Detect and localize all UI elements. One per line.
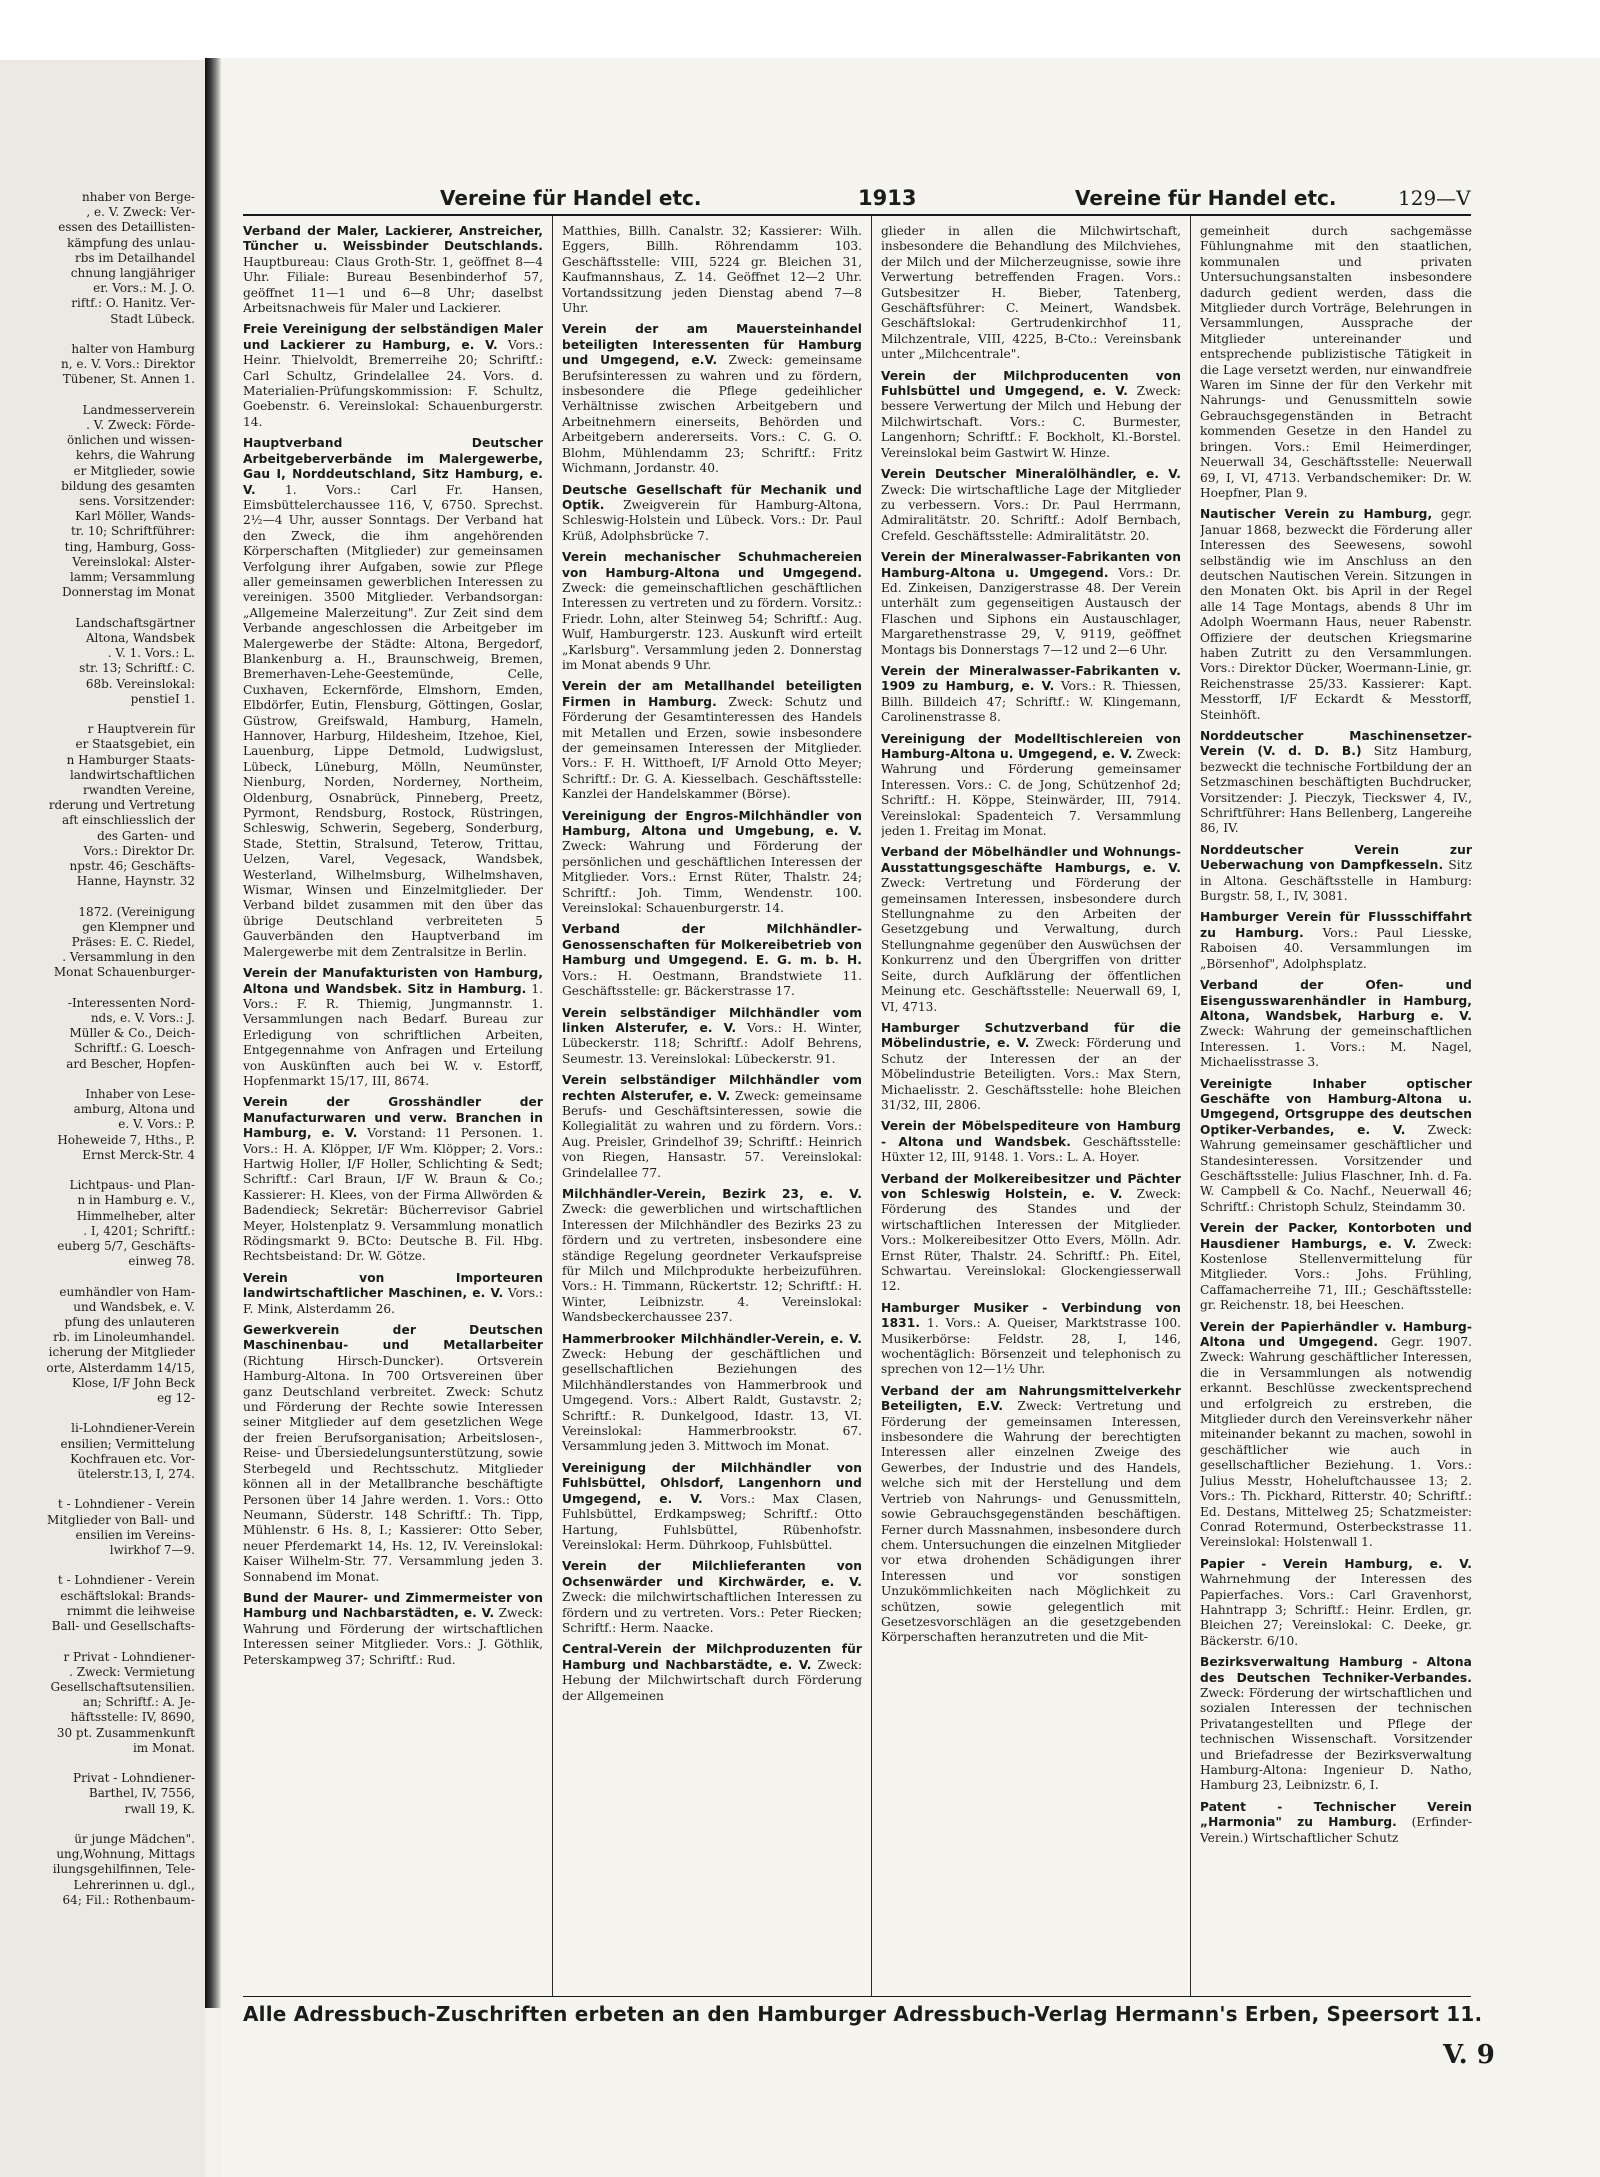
association-details: Zweck: die gemeinschaftlichen geschäftlichen Interessen zu vertreten und zu fördern. Vorsitz.: Friedr. Lohn, alter Steinweg 54; Schriftf.: Aug. Wulf, Hamburgerstr. 123. Auskunft wird erteilt „Karlsburg". Versammlung jeden 2. Donnerstag im Monat abends 9 Uhr. xyxy=(562,580,862,672)
fragment-line xyxy=(0,1163,195,1178)
association-entry xyxy=(1200,1320,1472,1551)
fragment-line: . Zweck: Vermietung xyxy=(69,1664,195,1679)
fragment-line: eschäftslokal: Brands- xyxy=(60,1588,195,1603)
association-name: Verein der am Metallhandel beteiligten Firmen in Hamburg. xyxy=(562,679,862,709)
association-entry xyxy=(562,809,862,917)
association-details: Zweigverein für Hamburg-Altona, Schleswig-Holstein und Lübeck. Vors.: Dr. Paul Krüß, Adolphsbrücke 7. xyxy=(562,497,862,543)
fragment-line: Müller & Co., Deich- xyxy=(69,1026,195,1041)
association-entry xyxy=(562,679,862,802)
publisher-notice: Alle Adressbuch-Zuschriften erbeten an den Hamburger Adressbuch-Verlag Hermann's Erben, Speersort 11. xyxy=(243,2002,1483,2026)
fragment-line: Himmelheber, alter xyxy=(76,1208,195,1223)
association-name: Verein der Grosshändler der Manufacturwaren und verw. Branchen in Hamburg, e. V. xyxy=(243,1095,543,1141)
fragment-line: . I, 4201; Schriftf.: xyxy=(83,1223,195,1238)
association-details: Vors.: F. Mink, Alsterdamm 26. xyxy=(243,1286,543,1316)
association-details: Zweck: die gewerblichen und wirtschaftlichen Interessen der Milchhändler des Bezirks 23 zu fördern und zu vertreten, insbesondere eine ständige Regelung geordneter Verkaufspreise für Milch und Milchprodukte herbeizuführen. Vors.: H. Timmann, Rückertstr. 12; Schriftf.: H. Winter, Leibnizstr. 4. Vereinslokal: Wandsbeckerchaussee 237. xyxy=(562,1202,862,1325)
fragment-line: halter von Hamburg xyxy=(71,342,195,357)
association-details: Vors.: Heinr. Thielvoldt, Bremerreihe 20; Schriftf.: Carl Schultz, Grindelallee 24. Vors. d. Materialien-Prüfungskommission: F. Schultz, Goebenstr. 6. Vereinslokal: Schauenburgerstr. 14. xyxy=(243,337,543,429)
association-name: Papier - Verein Hamburg, e. V. xyxy=(1200,1556,1472,1571)
fragment-line: im Monat. xyxy=(132,1740,195,1755)
association-details: 1. Vors.: A. Queiser, Marktstrasse 100. Musikerbörse: Feldstr. 28, I, 146, wochentäglich: Börsenzeit und telephonisch zu sprechen von 12—1½ Uhr. xyxy=(881,1316,1181,1377)
association-details: Sitz Hamburg, bezweckt die technische Fortbildung der an Setzmaschinen beschäftigten Buchdrucker, Vorsitzender: J. Pieczyk, Tieckswег 4, IV., Schriftführer: Hans Bellenberg, Langereihe 86, IV. xyxy=(1200,744,1472,836)
association-entry xyxy=(562,1461,862,1553)
association-details: 1. Vors.: Carl Fr. Hansen, Eimsbüttelerchaussee 116, V, 6750. Sprechst. 2½—4 Uhr, ausser Sonntags. Der Verband hat den Zweck, die ihm angehörenden Körperschaften (Mitglieder) zur gemeinsamen Verfolgung ihrer Aufgaben, sowie zur Pflege aller gemeinsamen gewerblichen Interessen zu vereinigen. 3500 Mitglieder. Verbandsorgan: „Allgemeine Malerzeitung". Zur Zeit sind dem Verbande angeschlossen die Arbeitgeber im Malergewerbe der Städte: Altona, Bergedorf, Blankenburg a. H., Braunschweig, Bremen, Bremerhaven-Lehe-Geestemünde, Celle, Cuxhaven, Eckernförde, Elmshorn, Emden, Elbdörfer, Eutin, Flensburg, Göttingen, Goslar, Güstrow, Greifswald, Hamburg, Hameln, Hannover, Harburg, Hildesheim, Itzehoe, Kiel, Lauenburg, Lippe Detmold, Ludwigslust, Lübeck, Lüneburg, Mölln, Neumünster, Nienburg, Norden, Norderney, Northeim, Oldenburg, Osnabrück, Pinneberg, Preetz, Pyrmont, Rendsburg, Rostock, Rüstringen, Schleswig, Schwerin, Segeberg, Sonderburg, Stade, Stettin, Stralsund, Teterow, Trittau, Uelzen, Varel, Vegesack, Wandsbek, Westerland, Wilhelmsburg, Wilhelmshaven, Wismar, Winsen und Einzelmitglieder. Der Verband bildet zusammen mit den über das übrige Deutschland verbreiteten 5 Gauverbänden den Hauptverband im Malergewerbe mit dem Zentralsitze in Berlin. xyxy=(243,482,543,959)
association-entry xyxy=(562,483,862,545)
fragment-line xyxy=(0,1269,195,1284)
association-entry xyxy=(881,1384,1181,1646)
fragment-line: 64; Fil.: Rothenbaum- xyxy=(62,1892,195,1907)
association-name: Norddeutscher Verein zur Ueberwachung von Dampfkesseln. xyxy=(1200,842,1472,873)
association-entry xyxy=(881,1301,1181,1378)
association-name: Deutsche Gesellschaft für Mechanik und Optik. xyxy=(562,482,862,512)
year: 1913 xyxy=(858,186,917,210)
fragment-line: Ball- und Gesellschafts- xyxy=(51,1619,195,1634)
fragment-line xyxy=(0,889,195,904)
association-entry xyxy=(562,1559,862,1636)
fragment-line: 30 pt. Zusammenkunft xyxy=(56,1725,195,1740)
fragment-line: ilungsgehilfinnen, Tele- xyxy=(52,1862,195,1877)
fragment-line: euberg 5/7, Geschäfts- xyxy=(57,1239,195,1254)
association-name: Verein der am Mauersteinhandel beteiligten Interessenten für Hamburg und Umgegend, e.V. xyxy=(562,322,862,368)
association-details: Vors.: R. Thiessen, Billh. Billdeich 47; Schriftf.: W. Klingemann, Carolinenstrasse 8. xyxy=(881,679,1181,725)
association-entry xyxy=(1200,1800,1472,1846)
association-entry xyxy=(881,550,1181,658)
association-name: Verein von Importeuren landwirtschaftlicher Maschinen, e. V. xyxy=(243,1270,543,1301)
association-name: Verein der Papierhändler v. Hamburg-Altona und Umgegend. xyxy=(1200,1319,1472,1350)
fragment-line: Klose, I/F John Beck xyxy=(71,1375,195,1390)
association-entry xyxy=(1200,224,1472,501)
association-details: Zweck: bessere Verwertung der Milch und Hebung der Milchwirtschaft. Vors.: C. Burmester, Langenhorn; Schriftf.: F. Bockholt, Kl.-Borstel. Vereinslokal beim Gastwirt W. Hinze. xyxy=(881,384,1181,460)
association-entry xyxy=(562,224,862,316)
association-details: Zweck: Vertretung und Förderung der gemeinsamen Interessen, insbesondere durch Stellungnahme zu den Arbeiten der Gesetzgebung und Verwaltung, durch Stellungnahme gegenüber den Auswüchsen der Konkurrenz und den Übergriffen von dritter Seite, durch Aufklärung der öffentlichen Meinung etc. Geschäftsstelle: Neuerwall 69, I, VI, 4713. xyxy=(881,876,1181,1014)
association-name: Verein selbständiger Milchhändler vom linken Alsterufer, e. V. xyxy=(562,1005,862,1035)
fragment-line: Lichtpaus- und Plan- xyxy=(69,1178,195,1193)
association-entry xyxy=(1200,843,1472,905)
fragment-line: pfung des unlauteren xyxy=(64,1315,195,1330)
fragment-line: er Staatsgebiet, ein xyxy=(75,737,195,752)
previous-page-column xyxy=(0,190,195,1990)
fragment-line: rwandten Vereine, xyxy=(82,782,195,797)
fragment-line xyxy=(0,1072,195,1087)
association-entry xyxy=(881,467,1181,544)
association-name: Vereinigung der Modelltischlereien von Hamburg-Altona u. Umgegend, e. V. xyxy=(881,731,1181,761)
association-details: Zweck: gemeinsame Berufsinteressen zu wahren und zu fördern, insbesondere die Pflege gedeihlicher Verhältnisse zwischen Arbeitgebern und Arbeitnehmern einerseits, Behörden und Arbeitgebern andererseits. Vors.: C. G. O. Blohm, Mühlendamm 23; Schriftf.: Fritz Wichmann, Jordanstr. 40. xyxy=(562,353,862,476)
association-entry xyxy=(1200,507,1472,723)
association-name: Vereinigung der Milchhändler von Fuhlsbüttel, Ohlsdorf, Langenhorn und Umgegend, e. V. xyxy=(562,1460,862,1506)
column-divider xyxy=(552,216,553,1996)
fragment-line: t - Lohndiener - Verein xyxy=(57,1497,195,1512)
fragment-line: chnung langjähriger xyxy=(70,266,195,281)
association-name: Verein Deutscher Mineralölhändler, e. V. xyxy=(881,467,1181,482)
fragment-line: rwall 19, K. xyxy=(124,1801,195,1816)
scan-border xyxy=(0,0,1600,60)
fragment-line: r Hauptverein für xyxy=(87,722,195,737)
fragment-line xyxy=(0,981,195,996)
column-4 xyxy=(1200,224,1472,1994)
fragment-line: bildung des gesamten xyxy=(61,478,195,493)
running-head-right: Vereine für Handel etc. xyxy=(1075,186,1337,210)
association-entry xyxy=(243,1323,543,1585)
fragment-line: einweg 78. xyxy=(128,1254,195,1269)
fragment-line: ensilien; Vermittelung xyxy=(60,1436,195,1451)
fragment-line: önlichen und wissen- xyxy=(67,433,195,448)
association-name: Central-Verein der Milchproduzenten für Hamburg und Nachbarstädte, e. V. xyxy=(562,1642,862,1672)
fragment-line xyxy=(0,600,195,615)
fragment-line xyxy=(0,707,195,722)
association-details: Zweck: Hebung der geschäftlichen und gesellschaftlichen Beziehungen des Milchhändlerstandes von Hammerbrook und Umgegend. Vors.: Albert Raldt, Gustavstr. 2; Schriftf.: R. Dunkelgood, Idastr. 13, VI. Vereinslokal: Hammerbrookstr. 67. Versammlung jeden 3. Mittwoch im Monat. xyxy=(562,1347,862,1454)
fragment-line: Vereinslokal: Alster- xyxy=(72,554,195,569)
fragment-line: Karl Möller, Wands- xyxy=(75,509,195,524)
book-binding xyxy=(205,58,221,2008)
fragment-line: lamm; Versammlung xyxy=(69,570,195,585)
fragment-line: Tübener, St. Annen 1. xyxy=(62,372,195,387)
association-entry xyxy=(1200,1557,1472,1649)
fragment-line: Barthel, IV, 7556, xyxy=(88,1786,195,1801)
fragment-line: Hoheweide 7, Hths., P. xyxy=(57,1132,195,1147)
association-entry xyxy=(243,1095,543,1264)
association-entry xyxy=(562,550,862,673)
fragment-line: eg 12- xyxy=(157,1391,195,1406)
association-details: gegr. Januar 1868, bezweckt die Förderung aller Interessen des Seewesens, sowohl selbständig wie im Anschluss an den deutschen Nautischen Verein. Sitzungen in den Monaten Okt. bis April in der Regel alle 14 Tage Montags, abends 8 Uhr im Adolph Woermann Haus, neuer Rabenstr. Offiziere der deutschen Kriegsmarine haben Zutritt zu den Versammlungen. Vors.: Direktor Dücker, Woermann-Linie, gr. Reichenstrasse 25/33. Kassierer: Kapt. Messtorff, I/F Eckardt & Messtorff, Steinhöft. xyxy=(1200,507,1472,722)
association-details: Matthies, Billh. Canalstr. 32; Kassierer: Wilh. Eggers, Billh. Röhrendamm 103. Geschäftsstelle: VIII, 5224 gr. Bleichen 31, Kaufmannshaus, Z. 14. Geöffnet 12—2 Uhr. Vortandssitzung jeden Dienstag abend 7—8 Uhr. xyxy=(562,224,862,316)
association-details: Zweck: Die wirtschaftliche Lage der Mitglieder zu verbessern. Vors.: Dr. Paul Herrmann, Admiralitätstr. 20. Schriftf.: Adolf Bernbach, Crefeld. Geschäftsstelle: Admiralitätstr. 20. xyxy=(881,482,1181,543)
association-details: Vors.: Paul Liesske, Raboisen 40. Versammlungen im „Börsenhof", Adolphsplatz. xyxy=(1200,925,1472,971)
association-name: Patent - Technischer Verein „Harmonia" zu Hamburg. xyxy=(1200,1799,1472,1830)
fragment-line: Donnerstag im Monat xyxy=(61,585,195,600)
fragment-line: lwirkhof 7—9. xyxy=(109,1543,195,1558)
fragment-line: an; Schriftf.: A. Je- xyxy=(82,1695,195,1710)
association-name: Verband der am Nahrungsmittelverkehr Beteiligten, E.V. xyxy=(881,1383,1181,1414)
association-entry xyxy=(562,1006,862,1068)
fragment-line: Mitglieder von Ball- und xyxy=(47,1512,195,1527)
association-details: Vorstand: 11 Personen. 1. Vors.: H. A. Klöpper, I/F Wm. Klöpper; 2. Vors.: Hartwig Holler, I/F Holler, Schlichting & Sedt; Schriftf.: Carl Braun, I/F W. Braun & Co.; Kassierer: H. Klees, von der Firma Allwörden & Badendieck; Sekretär: Bücherrevisor Gabriel Meyer, Holstenplatz 9. Versammlung monatlich Rödingsmarkt 9. BCto: Deutsche B. Fil. Hbg. Rechtsbeistand: Dr. W. Götze. xyxy=(243,1126,543,1264)
fragment-line: ütelerstr.13, I, 274. xyxy=(77,1467,195,1482)
association-name: Verein der Packer, Kontorboten und Hausdiener Hamburgs, e. V. xyxy=(1200,1221,1472,1251)
association-name: Gewerkverein der Deutschen Maschinenbau- und Metallarbeiter xyxy=(243,1323,543,1353)
association-name: Verband der Maler, Lackierer, Anstreicher, Tüncher u. Weissbinder Deutschlands. xyxy=(243,224,543,254)
fragment-line: ür junge Mädchen". xyxy=(74,1831,195,1846)
fragment-line: nhaber von Berge- xyxy=(82,190,195,204)
fragment-line: riftf.: O. Hanitz. Ver- xyxy=(71,296,195,311)
fragment-line: Altona, Wandsbek xyxy=(85,630,195,645)
association-name: Verein der Mineralwasser-Fabrikanten von Hamburg-Altona u. Umgegend. xyxy=(881,550,1181,580)
association-details: Zweck: Wahrung gemeinsamer geschäftlicher und Standesinteressen. Vorsitzender und Geschäftsstelle: Julius Flaschner, Inh. d. Fa. W. Campbell & Co. Nachf., Neuerwall 46; Schriftf.: Christoph Schulz, Steindamm 30. xyxy=(1200,1122,1472,1214)
fragment-line: landwirtschaftlichen xyxy=(69,767,195,782)
association-entry xyxy=(881,845,1181,1014)
fragment-line: kehrs, die Wahrung xyxy=(75,448,195,463)
association-name: Vereinigung der Engros-Milchhändler von Hamburg, Altona und Umgebung, e. V. xyxy=(562,808,862,839)
association-name: Hammerbrooker Milchhändler-Verein, e. V. xyxy=(562,1331,862,1346)
fragment-line: des Garten- und xyxy=(97,828,195,843)
association-entry xyxy=(1200,910,1472,972)
footer-rule xyxy=(243,1996,1471,1997)
fragment-line: gen Klempner und xyxy=(82,919,195,934)
fragment-line: er Mitglieder, sowie xyxy=(73,463,195,478)
column-2 xyxy=(562,224,862,1994)
running-head-left: Vereine für Handel etc. xyxy=(440,186,702,210)
fragment-line: icherung der Mitglieder xyxy=(48,1345,195,1360)
association-details: gemeinheit durch sachgemässe Fühlungnahme mit den staatlichen, kommunalen und privaten Untersuchungsanstalten insbesondere dadurch gedient werden, dass die Mitglieder durch Vorträge, Belehrungen in Versammlungen, Aussprache der Mitglieder untereinander und entsprechende publizistische Tätigkeit in die Lage versetzt werden, nur einwandfreie Waren im Sinne der für den Verkehr mit Nahrungs- und Genussmitteln sowie Gebrauchsgegenständen in Betracht kommenden Gesetze in den Handel zu bringen. Vors.: Emil Heimerdinger, Neuerwall 34, Geschäftsstelle: Neuerwall 69, I, VI, 4713. Verbandschemiker: Dr. W. Hoepfner, Plan 9. xyxy=(1200,224,1472,500)
fragment-line: kämpfung des unlau- xyxy=(67,235,195,250)
fragment-line: Schriftf.: G. Loesch- xyxy=(74,1041,195,1056)
association-name: Norddeutscher Maschinensetzer-Verein (V. d. D. B.) xyxy=(1200,729,1472,759)
association-details: Zweck: Wahrung der gemeinschaftlichen Interessen. 1. Vors.: M. Nagel, Michaelisstrasse 3. xyxy=(1200,1024,1472,1070)
fragment-line xyxy=(0,327,195,342)
fragment-line: , e. V. Zweck: Ver- xyxy=(86,205,195,220)
fragment-line: rb. im Linoleumhandel. xyxy=(53,1330,195,1345)
fragment-line: Hanne, Haynstr. 32 xyxy=(76,874,195,889)
fragment-line: ung,Wohnung, Mittags xyxy=(56,1847,195,1862)
association-details: Wahrnehmung der Interessen des Papierfaches. Vors.: Carl Gravenhorst, Hahntrapp 3; Schriftf.: Heinr. Erdlen, gr. Bleichen 27; Vereinslokal: C. Deeke, gr. Bäckerstr. 6/10. xyxy=(1200,1572,1472,1648)
signature-mark: V. 9 xyxy=(1443,2040,1495,2070)
association-details: glieder in allen die Milchwirtschaft, insbesondere die Behandlung des Milchviehes, der Milch und der Milcherzeugnisse, sowie ihre Verwertung betreffenden Fragen. Vors.: Gutsbesitzer H. Bieber, Tatenberg, Geschäftsführer: C. Meinert, Wandsbek. Geschäftslokal: Gertrudenkirchhof 11, Milchzentrale, VIII, 4225, B-Cto.: Vereinsbank unter „Milchcentrale". xyxy=(881,224,1181,362)
association-details: Zweck: Wahrung und Förderung gemeinsamer Interessen. Vors.: C. de Jong, Schützenhof 2d; Schriftf.: H. Köppe, Steinwärder, III, 7914. Vereinslokal: Spadenteich 7. Versammlung jeden 1. Freitag im Monat. xyxy=(881,747,1181,839)
fragment-line: r Privat - Lohndiener- xyxy=(63,1649,195,1664)
association-details: (Richtung Hirsch-Duncker). Ortsverein Hamburg-Altona. In 700 Ortsvereinen über ganz Deutschland verbreitet. Zweck: Schutz und Förderung der Rechte sowie Interessen seiner Mitglieder auf dem gesetzlichen Wege der freien Berufsorganisation; Arbeitslosen-, Reise- und Übersiedelungsunterstützung, sowie Sterbegeld und Rechtsschutz. Mitglieder können all in der Metallbranche beschäftigte Personen über 14 Jahre werden. 1. Vors.: Otto Neumann, Süderstr. 148 Schriftf.: Th. Tipp, Mühlenstr. 6 Hs. 8, I.; Kassierer: Otto Seber, neuer Pferdemarkt 14, Hs. 12, IV. Vereinslokal: Kaiser Wilhelm-Str. 77. Versammlung jeden 3. Sonnabend im Monat. xyxy=(243,1353,543,1584)
association-details: Vors.: Dr. Ed. Zinkeisen, Danzigerstrasse 48. Der Verein unterhält zum gegenseitigen Austausch der Flaschen und Siphons ein Austauschlager, Margarethenstrasse 29, V, 9119, geöffnet Montags bis Donnerstags 7—12 und 2—6 Uhr. xyxy=(881,565,1181,657)
fragment-line xyxy=(0,1817,195,1832)
fragment-line: sens. Vorsitzender: xyxy=(79,494,195,509)
association-name: Verband der Molkereibesitzer und Pächter von Schleswig Holstein, e. V. xyxy=(881,1171,1181,1201)
association-entry xyxy=(562,322,862,476)
association-name: Verein der Milchlieferanten von Ochsenwärder und Kirchwärder, e. V. xyxy=(562,1559,862,1589)
association-name: Verein der Manufakturisten von Hamburg, Altona und Wandsbek. Sitz in Hamburg. xyxy=(243,966,543,996)
association-entry xyxy=(243,1591,543,1668)
association-details: Zweck: Hebung der Milchwirtschaft durch Förderung der Allgemeinen xyxy=(562,1657,862,1703)
association-details: Gegr. 1907. Zweck: Wahrung geschäftlicher Interessen, die in Versammlungen als notwendig erkannt. Beschlüsse zweckentsprechend und erfolgreich zu erstreben, die Mitglieder durch den Vereinsverkehr näher miteinander bekannt zu machen, sowohl in geschäftlicher wie auch in gesellschaftlicher Beziehung. 1. Vors.: Julius Messtr, Hoheluftchaussee 13; 2. Vors.: Th. Pickhard, Ritterstr. 40; Schriftf.: Ed. Destans, Mittelweg 25; Schatzmeister: Conrad Rotermund, Osterbeckstrasse 11. Vereinslokal: Holstenwall 1. xyxy=(1200,1335,1472,1550)
fragment-line: -Interessenten Nord- xyxy=(67,995,195,1010)
association-name: Verband der Möbelhändler und Wohnungs-Ausstattungsgeschäfte Hamburgs, e. V. xyxy=(881,845,1181,875)
fragment-line: Kochfrauen etc. Vor- xyxy=(70,1451,195,1466)
fragment-line: . Versammlung in den xyxy=(62,950,195,965)
association-details: 1. Vors.: F. R. Thiemig, Jungmannstr. 1. Versammlungen nach Bedarf. Bureau zur Erledigung von schriftlichen Arbeiten, Entgegennahme von Anfragen und Erteilung von Auskünften auch bei W. v. Estorff, Hopfenmarkt 15/17, III, 8674. xyxy=(243,981,543,1088)
fragment-line: Gesellschaftsutensilien. xyxy=(50,1679,195,1694)
association-details: Zweck: die milchwirtschaftlichen Interessen zu fördern und zu vertreten. Vors.: Peter Riecken; Schriftf.: Herm. Naacke. xyxy=(562,1590,862,1635)
fragment-line: orte, Alsterdamm 14/15, xyxy=(46,1360,195,1375)
association-details: Zweck: Förderung des Standes und der wirtschaftlichen Interessen der Mitglieder. Vors.: Molkereibesitzer Otto Evers, Mölln. Adr. Ernst Rüter, Thalstr. 24. Schriftf.: Ph. Eitel, Schwartau. Vereinslokal: Glockengiesserwall 12. xyxy=(881,1186,1181,1294)
association-entry xyxy=(1200,1655,1472,1794)
fragment-line: n Hamburger Staats- xyxy=(66,752,195,767)
association-details: Hauptbureau: Claus Groth-Str. 1, geöffnet 8—4 Uhr. Filiale: Bureau Besenbinderhof 57, geöffnet 11—1 und 6—8 Uhr; daselbst Arbeitsnachweis für Maler und Lackierer. xyxy=(243,254,543,316)
fragment-line: Privat - Lohndiener- xyxy=(73,1771,195,1786)
association-name: Nautischer Verein zu Hamburg, xyxy=(1200,507,1433,522)
column-3 xyxy=(881,224,1181,1994)
fragment-line: Monat Schauenburger- xyxy=(53,965,195,980)
association-details: Zweck: gemeinsame Berufs- und Geschäftsinteressen, sowie die Kollegialität zu wahren und zu fördern. Vors.: Aug. Preisler, Grindelhof 39; Schriftf.: Heinrich von Riegen, Hansastr. 57. Vereinslokal: Grindelallee 77. xyxy=(562,1088,862,1180)
association-details: Zweck: Wahrung und Förderung der persönlichen und geschäftlichen Interessen der Mitglieder. Vors.: Ernst Rüter, Thalstr. 24; Schriftf.: Joh. Timm, Wendenstr. 100. Vereinslokal: Schauenburgerstr. 14. xyxy=(562,839,862,916)
fragment-line: amburg, Altona und xyxy=(73,1102,195,1117)
association-details: Zweck: Vertretung und Förderung der gemeinsamen Interessen, insbesondere die Wahrung der berechtigten Interessen aller einzelnen Zweige des Gewerbes, der Industrie und des Handels, welche sich mit der Herstellung und dem Vertrieb von Nahrungs- und Genussmitteln, sowie Gebrauchsgegenständen beschäftigen. Ferner durch Massnahmen, insbesondere durch chem. Untersuchungen die einzelnen Mitglieder vor etwa drohenden Schädigungen ihrer Interessen und vor sonstigen Unzukömmlichkeiten nach Möglichkeit zu schützen, sowie gelegentlich mit Gesetzesvorschlägen an die gesetzgebenden Körperschaften heranzutreten und die Mit- xyxy=(881,1399,1181,1645)
fragment-line xyxy=(0,1634,195,1649)
association-entry xyxy=(243,224,543,316)
fragment-line xyxy=(0,1482,195,1497)
fragment-line: Landschaftsgärtner xyxy=(75,615,195,630)
fragment-line: Stadt Lübeck. xyxy=(110,311,195,326)
association-details: Zweck: Kostenlose Stellenvermittelung für Mitglieder. Vors.: Johs. Frühling, Caffamacherreihe 71, III.; Geschäftsstelle: gr. Reichenstr. 18, bei Heeschen. xyxy=(1200,1236,1472,1313)
association-name: Freie Vereinigung der selbständigen Maler und Lackierer zu Hamburg, e. V. xyxy=(243,322,543,352)
association-name: Hamburger Verein für Flussschiffahrt zu Hamburg. xyxy=(1200,910,1472,940)
fragment-line: nds, e. V. Vors.: J. xyxy=(90,1010,195,1025)
fragment-line xyxy=(0,1406,195,1421)
association-details: Zweck: Wahrung und Förderung der wirtschaftlichen Interessen seiner Mitglieder. Vors.: J. Göthlik, Peterskampweg 37; Schriftf.: Rud. xyxy=(243,1606,543,1667)
association-details: (Erfinder-Verein.) Wirtschaftlicher Schutz xyxy=(1200,1815,1472,1845)
association-entry xyxy=(881,1172,1181,1295)
association-entry xyxy=(881,369,1181,461)
association-details: Zweck: Schutz und Förderung der Gesamtinteressen des Handels mit Metallen und Erzen, sowie insbesondere der gemeinsamen Interessen der Mitglieder. Vors.: F. H. Witthoeft, I/F Arnold Otto Meyer; Schriftf.: Dr. G. A. Kiesselbach. Geschäftsstelle: Kanzlei der Handelskammer (Börse). xyxy=(562,694,862,802)
fragment-line: ard Bescher, Hopfen- xyxy=(66,1056,195,1071)
header-rule xyxy=(243,214,1471,216)
association-details: Zweck: Förderung und Schutz der Interessen der an der Möbelindustrie Beteiligten. Vors.: Max Stern, Michaelisstr. 2. Geschäftsstelle: hohe Bleichen 31/32, III, 2806. xyxy=(881,1036,1181,1112)
fragment-line xyxy=(0,1756,195,1771)
association-entry xyxy=(1200,1221,1472,1313)
association-name: Verein der Möbelspediteure von Hamburg - Altona und Wandsbek. xyxy=(881,1119,1181,1149)
association-name: Bund der Maurer- und Zimmermeister von Hamburg und Nachbarstädten, e. V. xyxy=(243,1590,543,1621)
fragment-line: Lehrerinnen u. dgl., xyxy=(73,1877,195,1892)
column-divider xyxy=(1190,216,1191,1996)
column-divider xyxy=(871,216,872,1996)
fragment-line: 68b. Vereinslokal: xyxy=(85,676,195,691)
association-details: Vors.: H. Winter, Lübeckerstr. 118; Schriftf.: Adolf Behrens, Seumestr. 13. Vereinslokal: Lübeckerstr. 91. xyxy=(562,1020,862,1066)
association-details: Vors.: H. Oestmann, Brandstwiete 11. Geschäftsstelle: gr. Bäckerstrasse 17. xyxy=(562,968,862,999)
fragment-line: aft einschliesslich der xyxy=(61,813,195,828)
association-name: Verein der Mineralwasser-Fabrikanten v. 1909 zu Hamburg, e. V. xyxy=(881,663,1181,694)
fragment-line: rnimmt die leihweise xyxy=(66,1603,195,1618)
fragment-line: tr. 10; Schriftführer: xyxy=(70,524,195,539)
fragment-line: Vors.: Direktor Dr. xyxy=(83,843,195,858)
fragment-line: er. Vors.: M. J. O. xyxy=(93,281,195,296)
fragment-line xyxy=(0,1558,195,1573)
association-name: Verein mechanischer Schuhmachereien von Hamburg-Altona und Umgegend. xyxy=(562,550,862,580)
association-entry xyxy=(243,322,543,430)
association-entry xyxy=(1200,729,1472,837)
page-number: 129—V xyxy=(1398,186,1471,210)
association-entry xyxy=(243,436,543,960)
fragment-line: ensilien im Vereins- xyxy=(75,1527,195,1542)
fragment-line: essen des Detaillisten- xyxy=(58,220,195,235)
association-details: Vors.: Max Clasen, Fuhlsbüttel, Erdkampsweg; Schriftf.: Otto Hartung, Fuhlsbüttel, Rübenhofstr. Vereinslokal: Herm. Dührkoop, Fuhlsbüttel. xyxy=(562,1491,862,1552)
association-entry xyxy=(562,1642,862,1704)
fragment-line xyxy=(0,388,195,403)
column-1 xyxy=(243,224,543,1994)
fragment-line: e. V. Vors.: P. xyxy=(118,1117,195,1132)
association-entry xyxy=(881,1119,1181,1165)
fragment-line: npstr. 46; Geschäfts- xyxy=(69,858,195,873)
fragment-line: str. 13; Schriftf.: C. xyxy=(79,661,195,676)
fragment-line: . V. 1. Vors.: L. xyxy=(107,646,195,661)
fragment-line: n in Hamburg e. V., xyxy=(77,1193,195,1208)
fragment-line: . V. Zweck: Förde- xyxy=(86,418,195,433)
association-details: Zweck: Förderung der wirtschaftlichen und sozialen Interessen der technischen Privatangestellten und Pflege der technischen Wissenschaft. Vorsitzender und Briefadresse der Bezirksverwaltung Hamburg-Altona: Ingenieur D. Natho, Hamburg 23, Leibnizstr. 6, I. xyxy=(1200,1685,1472,1793)
fragment-line: rbs im Detailhandel xyxy=(74,250,195,265)
association-entry xyxy=(562,1332,862,1455)
association-name: Milchhändler-Verein, Bezirk 23, e. V. xyxy=(562,1186,862,1201)
fragment-line: und Wandsbek, e. V. xyxy=(73,1299,195,1314)
association-entry xyxy=(881,224,1181,363)
fragment-line: n, e. V. Vors.: Direktor xyxy=(61,357,195,372)
association-entry xyxy=(881,732,1181,840)
association-name: Verein der Milchproducenten von Fuhlsbüttel und Umgegend, e. V. xyxy=(881,368,1181,399)
association-entry xyxy=(243,1271,543,1317)
association-entry xyxy=(1200,1077,1472,1216)
fragment-line: häftsstelle: IV, 8690, xyxy=(70,1710,195,1725)
fragment-line: li-Lohndiener-Verein xyxy=(71,1421,195,1436)
association-name: Hauptverband Deutscher Arbeitgeberverbände im Malergewerbe, Gau I, Norddeutschland, Sitz Hamburg, e. V. xyxy=(243,436,543,497)
fragment-line: Ernst Merck-Str. 4 xyxy=(82,1147,195,1162)
association-name: Verband der Milchhändler-Genossenschaften für Molkereibetrieb von Hamburg und Umgegend. E. G. m. b. H. xyxy=(562,922,862,968)
association-name: Verein selbständiger Milchhändler vom rechten Alsterufer, e. V. xyxy=(562,1073,862,1103)
association-entry xyxy=(562,1073,862,1181)
association-name: Hamburger Musiker - Verbindung von 1831. xyxy=(881,1300,1181,1331)
association-details: Sitz in Altona. Geschäftsstelle in Hamburg: Burgstr. 58, I., IV, 3081. xyxy=(1200,858,1472,904)
fragment-line: ting, Hamburg, Goss- xyxy=(64,539,195,554)
fragment-line: t - Lohndiener - Verein xyxy=(57,1573,195,1588)
association-entry xyxy=(881,664,1181,726)
fragment-line: Präses: E. C. Riedel, xyxy=(71,934,195,949)
association-name: Vereinigte Inhaber optischer Geschäfte von Hamburg-Altona u. Umgegend, Ortsgruppe des deutschen Optiker-Verbandes, e. V. xyxy=(1200,1076,1472,1137)
fragment-line: 1872. (Vereinigung xyxy=(78,904,195,919)
association-details: Geschäftsstelle: Hüxter 12, III, 9148. 1. Vors.: L. A. Hoyer. xyxy=(881,1134,1181,1165)
fragment-line: penstieI 1. xyxy=(130,691,195,706)
association-entry xyxy=(562,922,862,999)
association-entry xyxy=(243,966,543,1089)
association-name: Bezirksverwaltung Hamburg - Altona des Deutschen Techniker-Verbandes. xyxy=(1200,1655,1472,1685)
fragment-line: rderung und Vertretung xyxy=(48,798,195,813)
association-name: Verband der Ofen- und Eisengusswarenhändler in Hamburg, Altona, Wandsbek, Harburg e. V. xyxy=(1200,978,1472,1023)
association-name: Hamburger Schutzverband für die Möbelindustrie, e. V. xyxy=(881,1020,1181,1051)
association-entry xyxy=(881,1021,1181,1113)
fragment-line: eumhändler von Ham- xyxy=(59,1284,195,1299)
association-entry xyxy=(1200,978,1472,1070)
fragment-line: Inhaber von Lese- xyxy=(85,1086,195,1101)
association-entry xyxy=(562,1187,862,1326)
fragment-line: Landmesserverein xyxy=(82,402,195,417)
